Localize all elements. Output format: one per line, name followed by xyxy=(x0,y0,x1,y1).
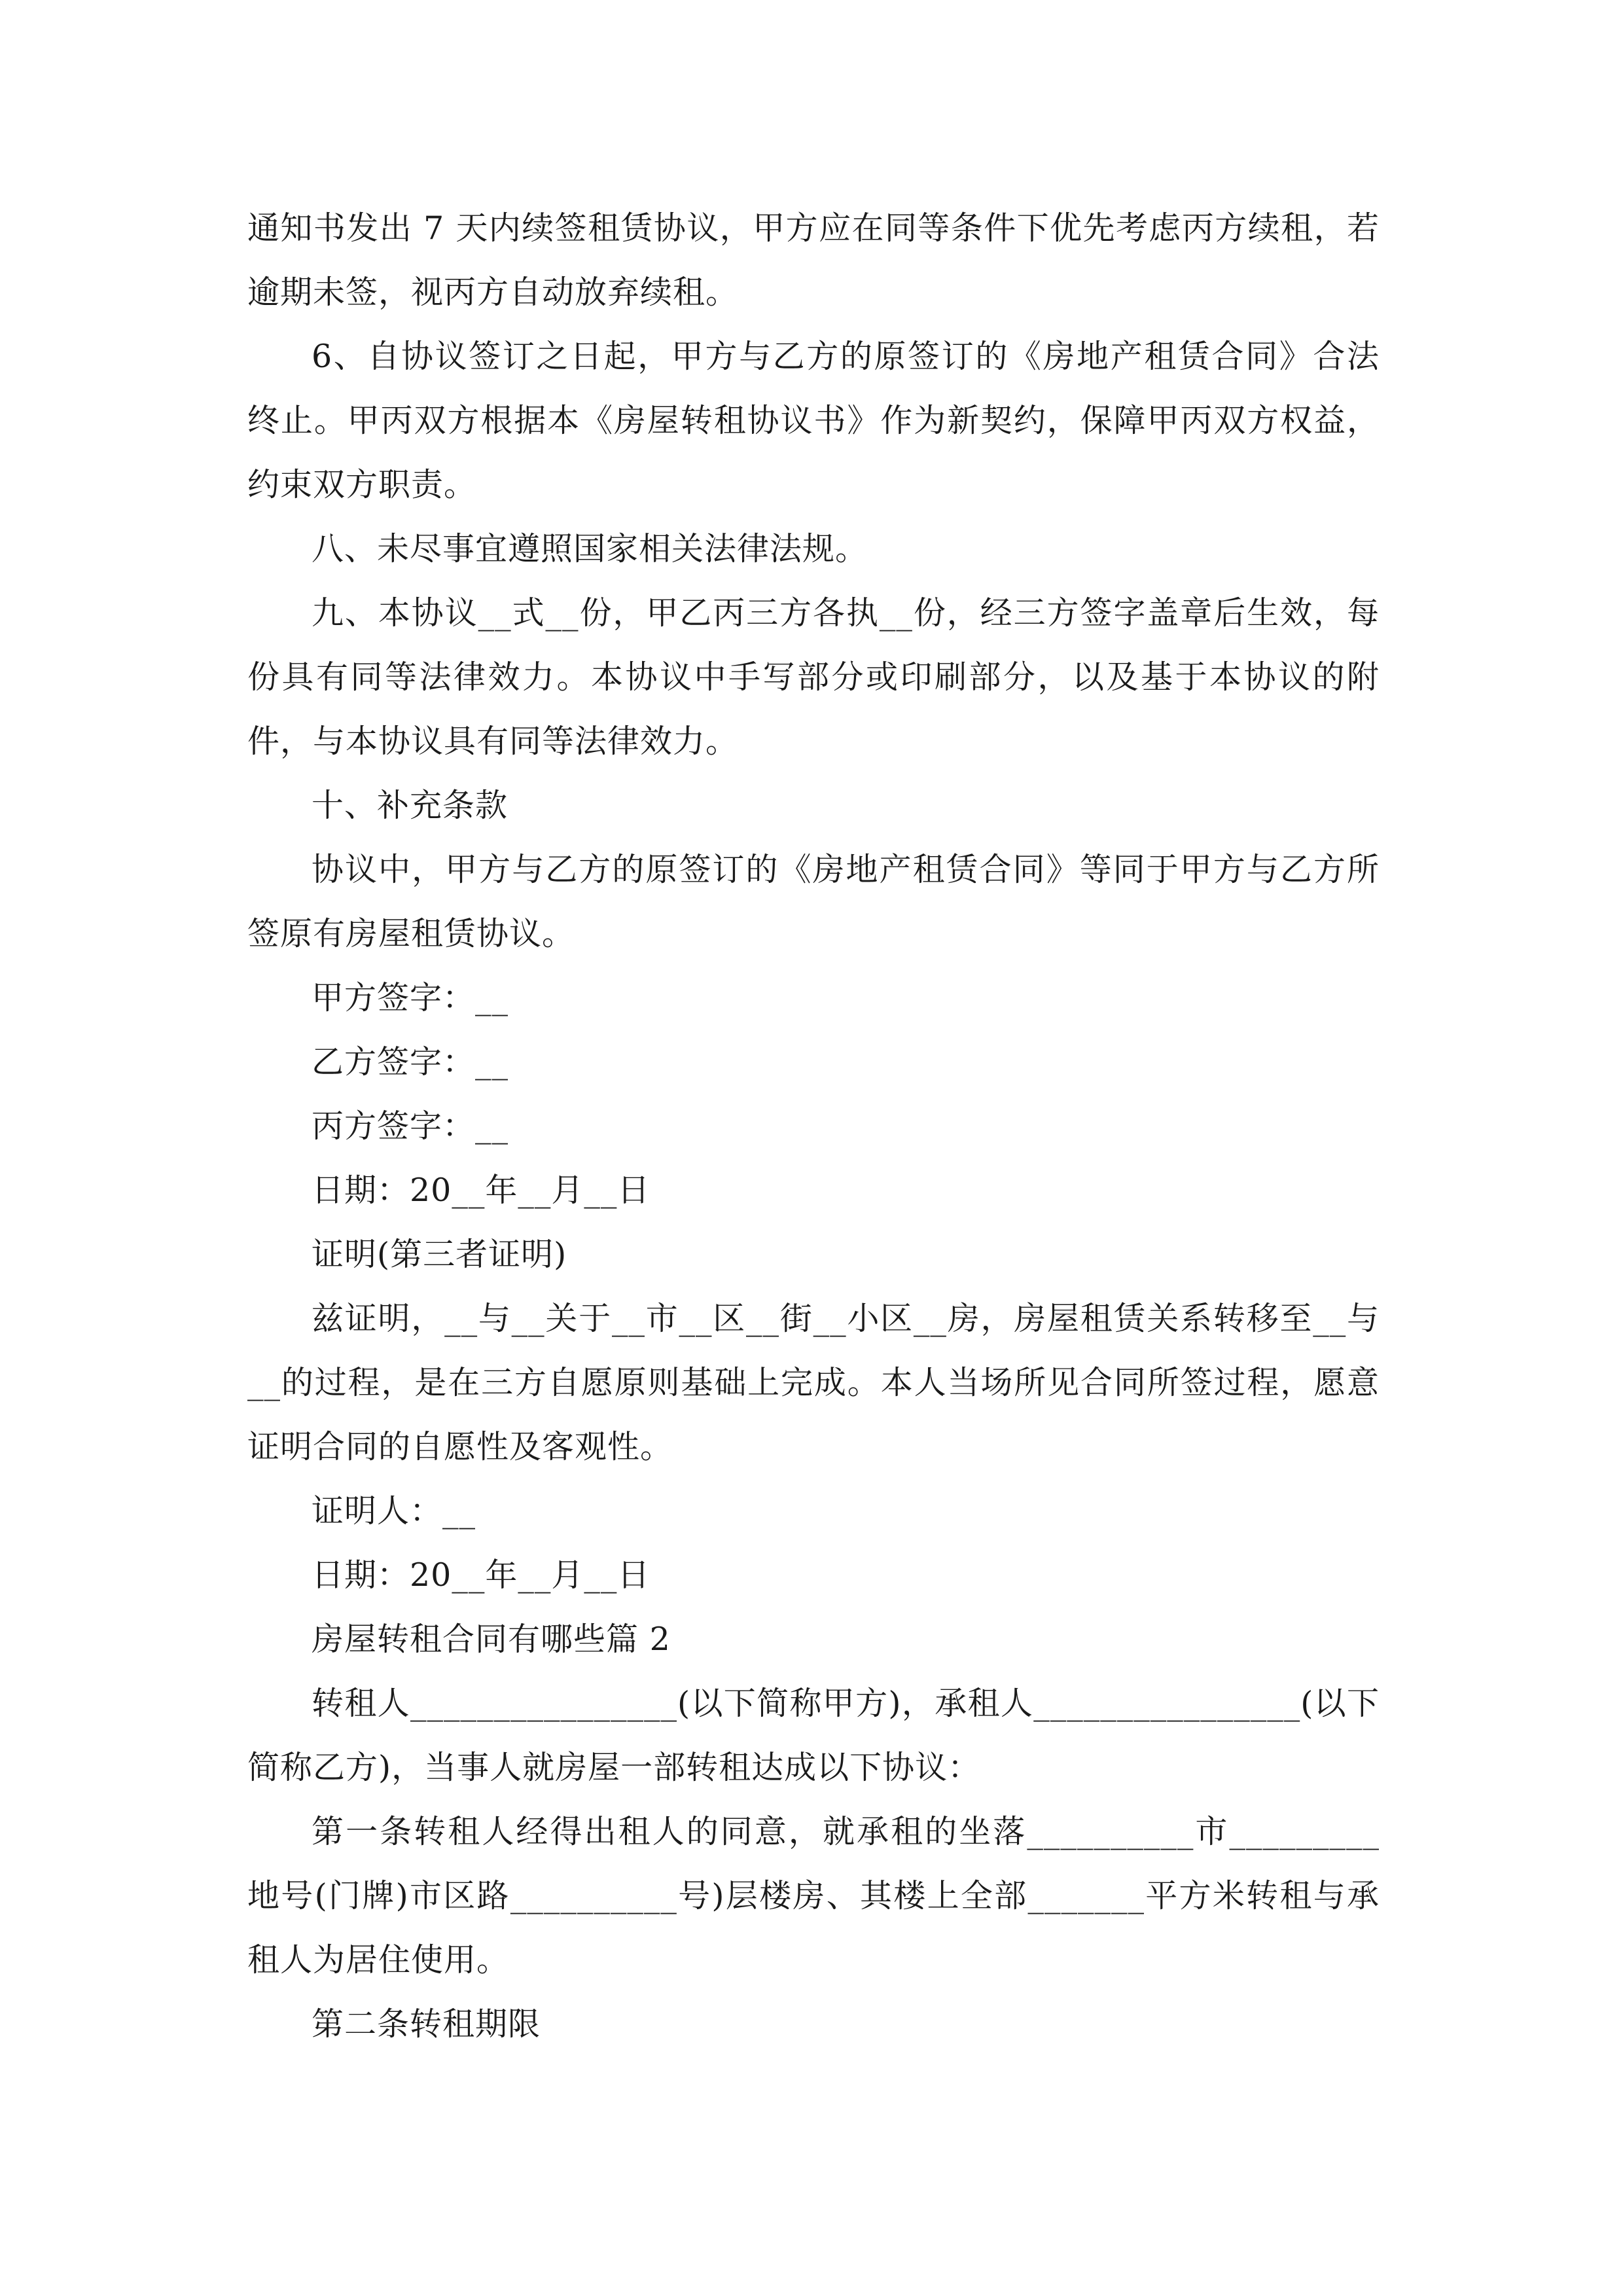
document-body xyxy=(247,196,1380,2056)
paragraph-clause-6: 6、自协议签订之日起，甲方与乙方的原签订的《房地产租赁合同》合法终止。甲丙双方根据本《房屋转租协议书》作为新契约，保障甲丙双方权益，约束双方职责。 xyxy=(247,338,1380,503)
paragraph-clause-9: 九、本协议__式__份，甲乙丙三方各执__份，经三方签字盖章后生效，每份具有同等法律效力。本协议中手写部分或印刷部分，以及基于本协议的附件，与本协议具有同等法律效力。 xyxy=(247,594,1380,760)
witness-date: 日期：20__年__月__日 xyxy=(312,1556,651,1594)
paragraph-parties: 转租人________________(以下简称甲方)，承租人________________(以下简称乙方)，当事人就房屋一部转租达成以下协议： xyxy=(247,1685,1380,1786)
paragraph-supplementary-terms: 协议中，甲方与乙方的原签订的《房地产租赁合同》等同于甲方与乙方所签原有房屋租赁协议。 xyxy=(247,851,1380,952)
witness-heading: 证明(第三者证明) xyxy=(312,1236,567,1273)
paragraph-renewal-notice: 通知书发出 7 天内续签租赁协议，甲方应在同等条件下优先考虑丙方续租，若逾期未签，视丙方自动放弃续租。 xyxy=(247,209,1380,311)
paragraph-article-1: 第一条转租人经得出租人的同意，就承租的坐落__________市_________地号(门牌)市区路__________号)层楼房、其楼上全部_______平方米转租与承租人为居住使用。 xyxy=(247,1813,1380,1979)
witness-signature: 证明人：__ xyxy=(312,1492,476,1530)
signature-party-b: 乙方签字：__ xyxy=(312,1043,509,1081)
signature-date: 日期：20__年__月__日 xyxy=(312,1172,651,1209)
section-title-part-2: 房屋转租合同有哪些篇 2 xyxy=(312,1621,671,1658)
witness-statement: 兹证明，__与__关于__市__区__街__小区__房，房屋租赁关系转移至__与__的过程，是在三方自愿原则基础上完成。本人当场所见合同所签过程，愿意证明合同的自愿性及客观性。 xyxy=(247,1300,1380,1465)
paragraph-clause-8: 八、未尽事宜遵照国家相关法律法规。 xyxy=(312,530,868,567)
signature-party-a: 甲方签字：__ xyxy=(312,979,509,1016)
signature-party-c: 丙方签字：__ xyxy=(312,1107,509,1145)
paragraph-clause-10-heading: 十、补充条款 xyxy=(312,787,508,824)
paragraph-article-2-heading: 第二条转租期限 xyxy=(312,2005,541,2043)
